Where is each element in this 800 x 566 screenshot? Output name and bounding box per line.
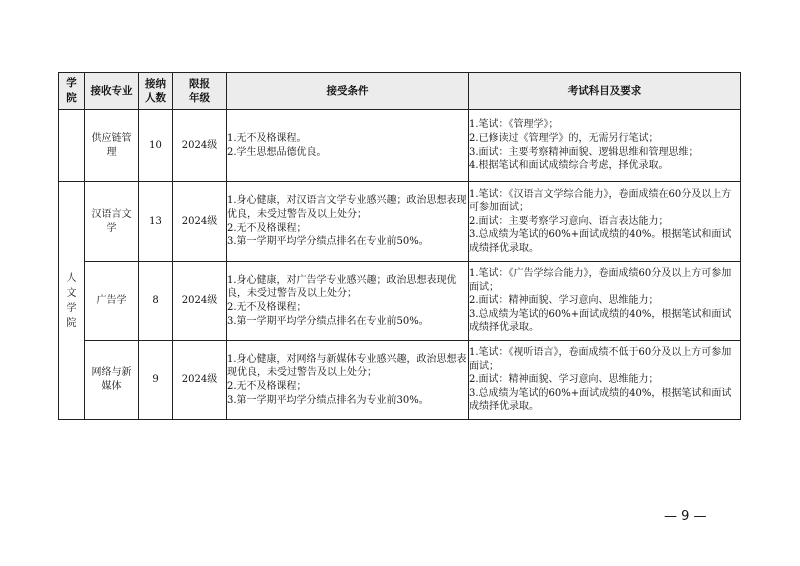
header-grade: 限报年级 <box>173 73 227 110</box>
conditions-cell <box>227 182 469 262</box>
condition-line: 2.无不及格课程； <box>227 381 307 392</box>
conditions-cell <box>227 110 469 182</box>
condition-line: 1.身心健康，对汉语言文学专业感兴趣；政治思想表现优良，未受过警告及以上处分； <box>227 195 467 220</box>
condition-line: 3.第一学期平均学分绩点排名在专业前50%。 <box>227 236 429 248</box>
condition-line: 1.无不及格课程。 <box>227 132 307 144</box>
condition-line: 2.无不及格课程； <box>227 222 307 234</box>
header-college: 学院 <box>59 73 85 110</box>
exam-line: 3.面试：主要考察精神面貌、逻辑思维和管理思维； <box>469 146 699 158</box>
condition-line: 2.无不及格课程； <box>227 302 307 313</box>
major-cell: 广告学 <box>85 262 139 341</box>
exam-line: 3.总成绩为笔试的60%+面试成绩的40%，根据笔试和面试成绩择优录取。 <box>469 308 732 334</box>
quota-cell: 10 <box>139 110 173 182</box>
header-major: 接收专业 <box>85 73 139 110</box>
table-row <box>59 341 741 420</box>
exam-line: 3.总成绩为笔试的60%+面试成绩的40%。根据笔试和面试成绩择优录取。 <box>469 229 732 254</box>
condition-line: 1.身心健康，对广告学专业感兴趣；政治思想表现优良，未受过警告及以上处分； <box>227 274 457 300</box>
exam-line: 1.笔试：《视听语言》，卷面成绩不低于60分及以上方可参加面试； <box>469 347 732 372</box>
exam-cell <box>469 262 741 341</box>
exam-line: 2.面试：精神面貌、学习意向、思维能力； <box>469 295 659 307</box>
conditions-cell <box>227 341 469 420</box>
quota-cell: 13 <box>139 182 173 262</box>
exam-line: 2.已修读过《管理学》的，无需另行笔试； <box>469 132 659 144</box>
page-number: — 9 — <box>664 509 707 524</box>
condition-line: 3.第一学期平均学分绩点排名为专业前30%。 <box>227 394 429 406</box>
grade-cell: 2024级 <box>173 262 227 341</box>
exam-line: 1.笔试：《广告学综合能力》，卷面成绩60分及以上方可参加面试； <box>469 268 732 293</box>
header-quota: 接纳人数 <box>139 73 173 110</box>
exam-line: 2.面试：精神面貌、学习意向、思维能力； <box>469 374 659 386</box>
exam-line: 3.总成绩为笔试的60%+面试成绩的40%，根据笔试和面试成绩择优录取。 <box>469 387 732 413</box>
grade-cell: 2024级 <box>173 341 227 420</box>
exam-line: 1.笔试：《管理学》； <box>469 119 559 131</box>
quota-cell: 8 <box>139 262 173 341</box>
table-header-row <box>59 73 741 110</box>
exam-line: 2.面试：主要考察学习意向、语言表达能力； <box>469 215 669 227</box>
major-cell: 汉语言文学 <box>85 182 139 262</box>
table-row <box>59 110 741 182</box>
condition-line: 1.身心健康，对网络与新媒体专业感兴趣，政治思想表现优良，未受过警告及以上处分； <box>227 353 467 379</box>
grade-cell: 2024级 <box>173 110 227 182</box>
grade-cell: 2024级 <box>173 182 227 262</box>
major-cell: 网络与新媒体 <box>85 341 139 420</box>
major-cell: 供应链管理 <box>85 110 139 182</box>
quota-cell: 9 <box>139 341 173 420</box>
header-exam: 考试科目及要求 <box>469 73 741 110</box>
exam-line: 4.根据笔试和面试成绩综合考虑，择优录取。 <box>469 160 669 172</box>
condition-line: 3.第一学期平均学分绩点排名在专业前50%。 <box>227 315 429 327</box>
admission-table <box>58 72 741 420</box>
exam-line: 1.笔试：《汉语言文学综合能力》，卷面成绩在60分及以上方可参加面试； <box>469 188 732 214</box>
exam-cell <box>469 110 741 182</box>
exam-cell <box>469 182 741 262</box>
exam-cell <box>469 341 741 420</box>
table-row <box>59 262 741 341</box>
college-cell: 人文学院 <box>59 182 85 420</box>
condition-line: 2.学生思想品德优良。 <box>227 146 327 158</box>
college-cell <box>59 110 85 182</box>
header-conditions: 接受条件 <box>227 73 469 110</box>
conditions-cell <box>227 262 469 341</box>
table-row <box>59 182 741 262</box>
